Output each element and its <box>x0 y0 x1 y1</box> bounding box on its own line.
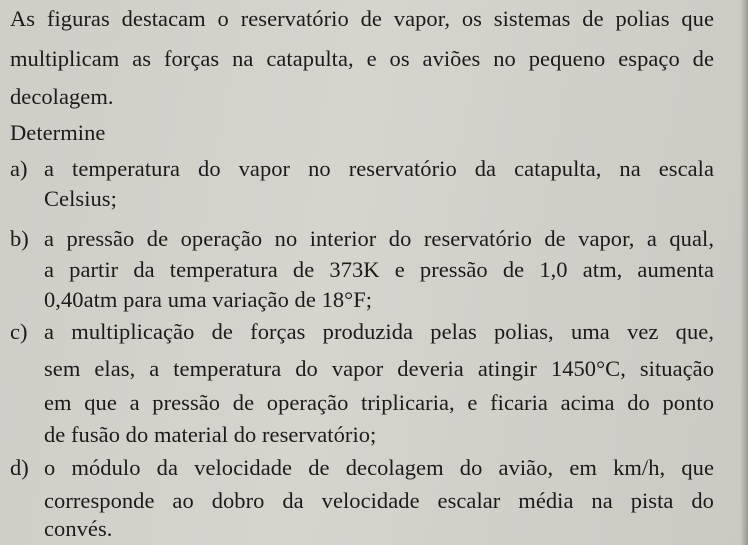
item-c-line-3: em que a pressão de operação triplicaria, e ficaria acima do ponto <box>44 390 714 415</box>
intro-line-3: decolagem. <box>10 84 114 109</box>
item-c-line-4: de fusão do material do reservatório; <box>44 422 377 447</box>
item-a-marker: a) <box>10 156 28 181</box>
page-edge-shadow <box>740 0 748 545</box>
item-c-line-2: sem elas, a temperatura do vapor deveria atingir 1450°C, situação <box>44 356 714 381</box>
item-d-line-3: convés. <box>44 516 113 541</box>
item-c-line-1: a multiplicação de forças produzida pelas polias, uma vez que, <box>44 319 714 344</box>
item-b-line-3: 0,40atm para uma variação de 18°F; <box>44 287 373 312</box>
item-b-line-2: a partir da temperatura de 373K e pressão de 1,0 atm, aumenta <box>44 257 714 282</box>
item-c-marker: c) <box>10 319 28 344</box>
item-d-line-2: corresponde ao dobro da velocidade escalar média na pista do <box>44 488 714 513</box>
intro-line-2: multiplicam as forças na catapulta, e os aviões no pequeno espaço de <box>10 46 714 71</box>
item-b-line-1: a pressão de operação no interior do reservatório de vapor, a qual, <box>44 226 714 251</box>
item-d-line-1: o módulo da velocidade de decolagem do avião, em km/h, que <box>44 455 714 480</box>
determine-heading: Determine <box>10 120 106 145</box>
item-b-marker: b) <box>10 226 29 251</box>
item-d-marker: d) <box>10 455 29 480</box>
item-a-line-1: a temperatura do vapor no reservatório da catapulta, na escala <box>44 156 714 181</box>
item-a-line-2: Celsius; <box>44 186 117 211</box>
intro-line-1: As figuras destacam o reservatório de vapor, os sistemas de polias que <box>10 6 714 31</box>
